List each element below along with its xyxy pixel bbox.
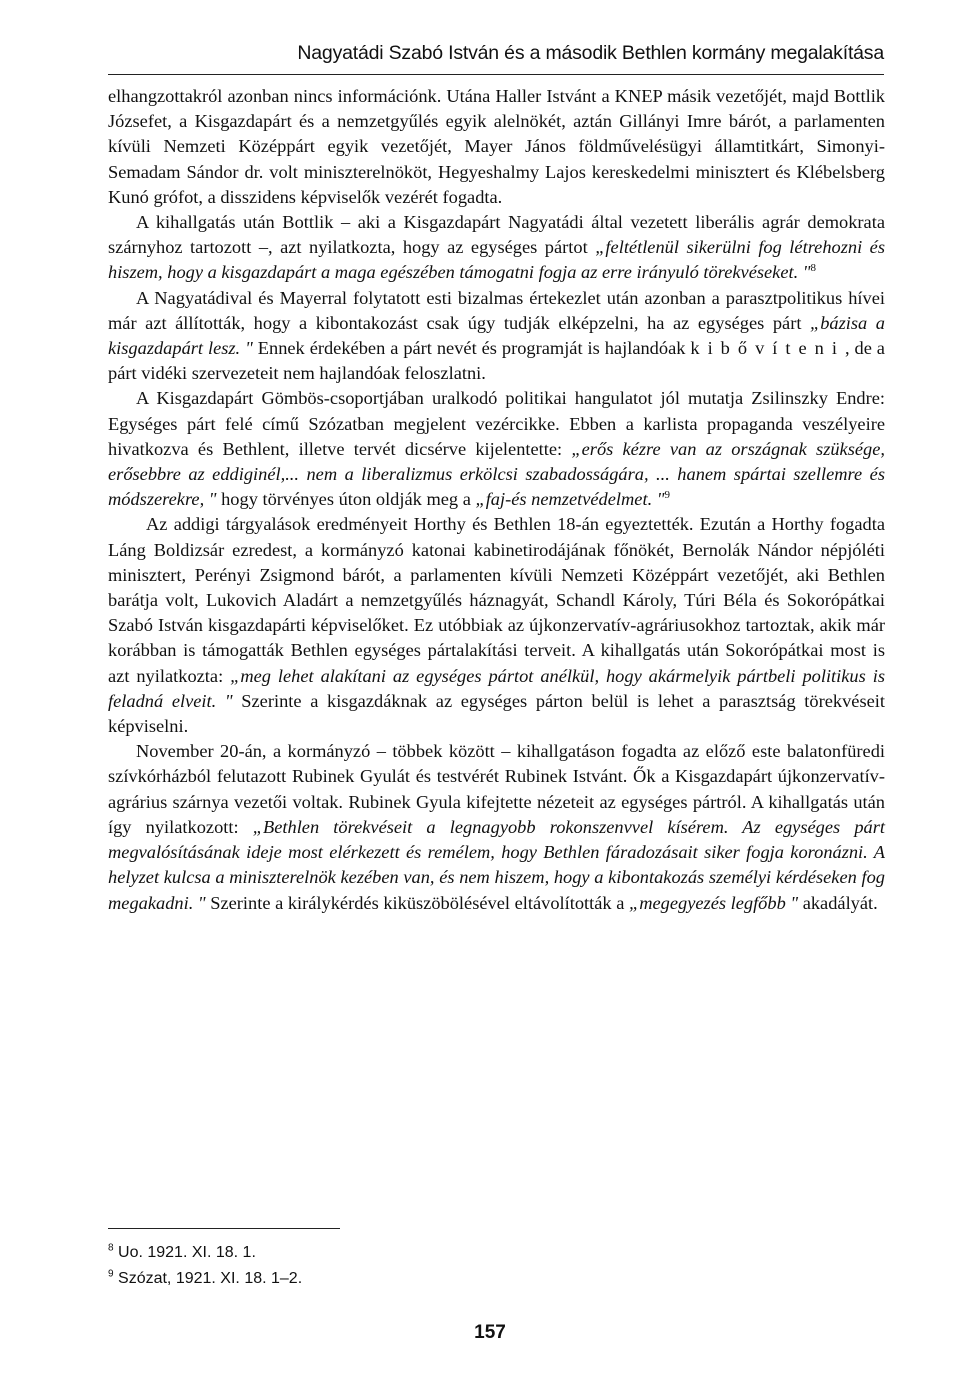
- paragraph-5-quote: „meg lehet alakítani az egységes pártot anélkül, hogy akármelyik pártbeli politikus is feladná elveit. ": [108, 665, 885, 711]
- paragraph-3-text-c: , de a párt vidéki szervezeteit nem hajlandóak feloszlatni.: [108, 338, 885, 384]
- paragraph-6: [108, 739, 885, 915]
- header-rule: [108, 74, 884, 75]
- footnote-ref-8: 8: [810, 262, 817, 275]
- paragraph-5-text-a: Az addigi tárgyalások eredményeit Horthy és Bethlen 18-án egyeztették. Ezután a Horthy fogadta Láng Boldizsár ezredest, a kormányzó katonai kabinetirodájának főnökét, Bernolák Nándor népjóléti minisztert, Perényi Zsigmond bárót, a parlamenten kívüli Nemzeti Középpárt vezetőjét, aki Bethlen barátja volt, Lukovich Aladárt a nemzetgyűlés háznagyát, Schandl Károly, Túri Béla és Sokorópátkai Szabó István kisgazdapárti képviselőket. Ez utóbbiak az újkonzervatív-agráriusokhoz tartoztak, akik már korábban is támogatták Bethlen egységes pártalakítási terveit. A kihallgatás után Sokorópátkai most is azt nyilatkozta:: [108, 514, 885, 686]
- paragraph-2-text: A kihallgatás után Bottlik – aki a Kisgazdapárt Nagyatádi által vezetett liberális agrár demokrata szárnyhoz tartozott –, azt nyilatkozta, hogy az egységes pártot: [108, 212, 885, 258]
- running-title: Nagyatádi Szabó István és a második Bethlen kormány megalakítása: [297, 42, 884, 64]
- paragraph-6-quote-2: „megegyezés legfőbb ": [628, 892, 799, 913]
- footnote-text: Uo. 1921. XI. 18. 1.: [118, 1244, 256, 1261]
- paragraph-6-text-c: akadályát.: [798, 892, 878, 913]
- paragraph-5-text-b: Szerinte a kisgazdáknak az egységes párton belül is lehet a parasztság törekvéseit képviselni.: [108, 690, 885, 737]
- paragraph-1-text: elhangzottakról azonban nincs információnk. Utána Haller Istvánt a KNEP másik vezetőjét, majd Bottlik Józsefet, a Kisgazdapárt és a nemzetgyűlés egyik alelnökét, aztán Gillányi Imre bárót, a parlamenten kívüli Nemzeti Középpárt egyik vezetőjét, Mayer János földművelésügyi államtitkárt, Simonyi-Semadam Sándor dr. volt miniszterelnököt, Hegyeshalmy Lajos kereskedelmi minisztert és Klébelsberg Kunó grófot, a disszidens képviselők vezérét fogadta.: [108, 86, 885, 207]
- paragraph-3-quote: „bázisa a kisgazdapárt lesz. ": [108, 312, 885, 359]
- page-number: 157: [474, 1322, 506, 1343]
- paragraph-6-quote: „Bethlen törekvéseit a legnagyobb rokonszenvvel kísérem. Az egységes párt megvalósításának ideje most elérkezett és remélem, hogy Bethlen fáradozásait siker fogja koronázni. A helyzet kulcsa a miniszterelnök kezében van, és nem hiszem, hogy a kibontakozás személyi kérdéseken fog megakadni. ": [108, 816, 885, 913]
- body-text: [108, 84, 885, 916]
- paragraph-3-text-a: A Nagyatádival és Mayerral folytatott esti bizalmas értekezlet után azonban a parasztpolitikus hívei már azt állították, hogy a kibontakozást csak úgy tudják elképzelni, ha az egységes párt: [108, 287, 885, 333]
- paragraph-2-quote: „feltétlenül sikerülni fog létrehozni és hiszem, hogy a kisgazdapárt a maga egészében támogatni fogja az erre irányuló törekvéseket. ": [108, 237, 885, 283]
- paragraph-4-text-b: hogy törvényes úton oldják meg a: [216, 489, 476, 510]
- paragraph-2: [108, 210, 885, 286]
- footnote-text: Szózat, 1921. XI. 18. 1–2.: [118, 1270, 303, 1287]
- paragraph-4-quote-2: „faj-és nemzetvédelmet. ": [475, 489, 665, 510]
- footnote-9: [108, 1266, 708, 1292]
- paragraph-6-text-a: November 20-án, a kormányzó – többek között – kihallgatáson fogadta az előző este balatonfüredi szívkórházból felutazott Rubinek Gyulát és testvérét Rubinek Istvánt. Ők a Kisgazdapárt újkonzervatív-agrárius szárnya vezetői voltak. Rubinek Gyula kifejtette nézeteit az egységes pártról. A kihallgatás után így nyilatkozott:: [108, 741, 885, 837]
- paragraph-5: [108, 512, 885, 739]
- footnote-number: 8: [108, 1242, 114, 1254]
- footnote-ref-9: 9: [664, 489, 670, 502]
- spaced-emphasis: kibővíteni: [690, 338, 845, 359]
- paragraph-1: [108, 84, 885, 210]
- footnote-8: [108, 1240, 708, 1266]
- paragraph-4: [108, 386, 885, 512]
- paragraph-4-quote: „erős kézre van az országnak szüksége, erősebbre az eddiginél,... nem a liberalizmus erkölcsi szabadosságára, ... hanem spártai szellemre és módszerekre, ": [108, 438, 885, 510]
- footnote-rule: [108, 1228, 340, 1229]
- paragraph-3-text-b: Ennek érdekében a párt nevét és programját is hajlandóak: [252, 338, 691, 359]
- paragraph-4-text-a: A Kisgazdapárt Gömbös-csoportjában uralkodó politikai hangulatot jól mutatja Zsilinszky Endre: Egységes párt felé című Szózatban megjelent vezércikke. Ebben a karlista propaganda veszélyeire hivatkozva és Bethlent, illetve tervét dicsérve kijelentette:: [108, 388, 885, 459]
- footnote-number: 9: [108, 1268, 114, 1280]
- running-header: [108, 42, 884, 65]
- paragraph-3: [108, 286, 885, 387]
- paragraph-6-text-b: Szerinte a királykérdés kiküszöbölésével eltávolították a: [205, 892, 629, 913]
- footnotes: [108, 1240, 708, 1292]
